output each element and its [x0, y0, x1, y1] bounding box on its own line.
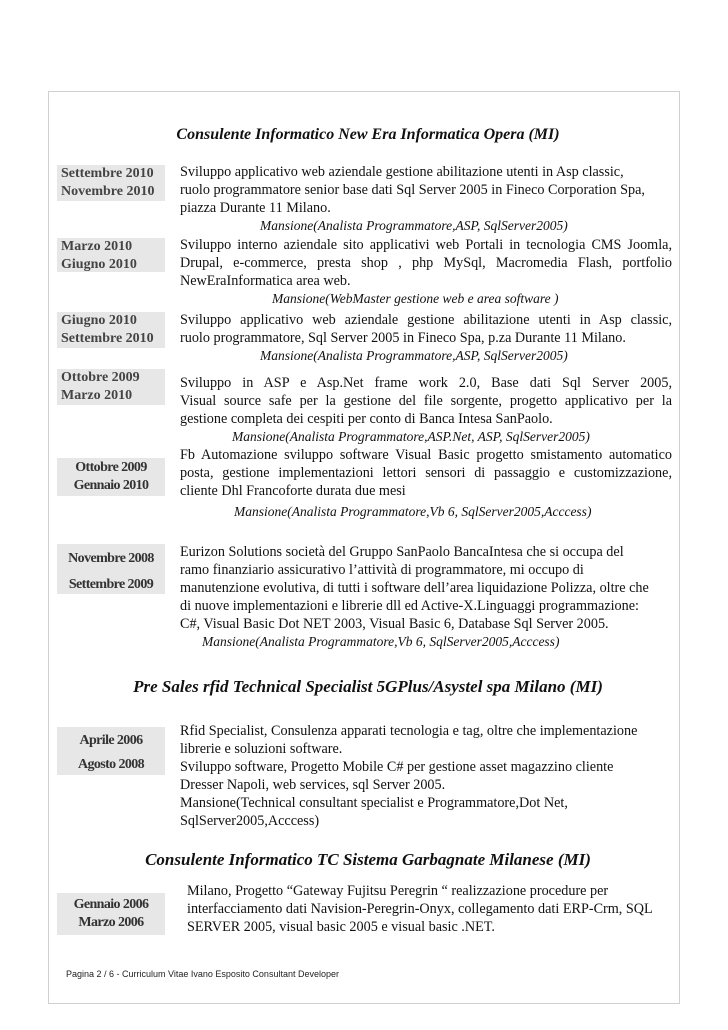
desc-line: librerie e soluzioni software.	[180, 741, 343, 757]
entry-description	[180, 446, 672, 521]
entry-description	[180, 543, 672, 651]
entry-description	[180, 311, 672, 365]
desc-line: C#, Visual Basic Dot NET 2003, Visual Basic 6, Database Sql Server 2005.	[180, 616, 609, 632]
desc-line: ruolo programmatore, Sql Server 2005 in Fineco Spa, p.za Durante 11 Milano.	[180, 330, 626, 346]
date-start: Novembre 2008	[68, 551, 154, 566]
date-range	[57, 458, 165, 496]
date-end: Settembre 2010	[61, 331, 154, 346]
date-range	[57, 544, 165, 594]
desc-line: gestione completa dei cespiti per conto di Banca Intesa SanPaolo.	[180, 411, 553, 427]
page-footer: Pagina 2 / 6 - Curriculum Vitae Ivano Esposito Consultant Developer	[66, 969, 339, 979]
desc-line: ruolo programmatore senior base dati Sql Server 2005 in Fineco Corporation Spa,	[180, 182, 645, 198]
date-end: Agosto 2008	[77, 757, 145, 772]
desc-line: cliente Dhl Francoforte durata due mesi	[180, 483, 406, 499]
role-line: Mansione(Analista Programmatore,ASP.Net, ASP, SqlServer2005)	[232, 429, 590, 444]
role-line: Mansione(Analista Programmatore,Vb 6, SqlServer2005,Acccess)	[234, 504, 592, 519]
desc-line: SqlServer2005,Acccess)	[180, 813, 320, 829]
date-end: Novembre 2010	[61, 184, 155, 199]
date-range	[57, 312, 165, 348]
desc-line: Fb Automazione sviluppo software Visual Basic progetto smistamento automatico	[180, 447, 672, 463]
desc-line: Drupal, e-commerce, presta shop , php MySql, Macromedia Flash, portfolio	[180, 255, 672, 271]
desc-line: piazza Durante 11 Milano.	[180, 200, 331, 216]
desc-line: Eurizon Solutions società del Gruppo SanPaolo BancaIntesa che si occupa del	[180, 544, 624, 560]
role-line: Mansione(Analista Programmatore,Vb 6, SqlServer2005,Acccess)	[202, 634, 560, 649]
desc-line: NewEraInformatica area web.	[180, 273, 351, 289]
desc-line: Sviluppo applicativo web aziendale gestione abilitazione utenti in Asp classic,	[180, 312, 672, 328]
date-end: Marzo 2010	[61, 388, 133, 403]
date-start: Marzo 2010	[61, 239, 133, 254]
desc-line: Sviluppo interno aziendale sito applicativi web Portali in tecnologia CMS Joomla,	[180, 237, 672, 253]
desc-line: Mansione(Technical consultant specialist e Programmatore,Dot Net,	[180, 795, 568, 811]
desc-line: manutenzione evolutiva, di tutti i software dell’area liquidazione Polizza, oltre che	[180, 580, 649, 596]
date-start: Settembre 2010	[61, 166, 154, 181]
desc-line: Dresser Napoli, web services, sql Server 2005.	[180, 777, 446, 793]
role-line: Mansione(Analista Programmatore,ASP, SqlServer2005)	[260, 348, 568, 363]
section-heading: Pre Sales rfid Technical Specialist 5GPlus/Asystel spa Milano (MI)	[133, 677, 603, 696]
desc-line: di nuove implementazioni e librerie dll ed Active-X.Linguaggi programmazione:	[180, 598, 639, 614]
desc-line: SERVER 2005, visual basic 2005 e visual basic .NET.	[187, 919, 495, 935]
desc-line: Sviluppo in ASP e Asp.Net frame work 2.0, Base dati Sql Server 2005,	[180, 375, 672, 391]
section-heading: Consulente Informatico New Era Informatica Opera (MI)	[176, 126, 560, 143]
date-start: Aprile 2006	[79, 733, 143, 748]
date-end: Giugno 2010	[61, 257, 137, 272]
date-range	[57, 727, 165, 775]
date-range	[57, 369, 165, 405]
desc-line: posta, gestione implementazioni lettori sensori di passaggio e customizzazione,	[180, 465, 672, 481]
role-line: Mansione(Analista Programmatore,ASP, SqlServer2005)	[260, 218, 568, 233]
entry-description	[187, 882, 675, 936]
date-start: Ottobre 2009	[75, 460, 147, 475]
date-range	[57, 893, 165, 935]
date-end: Settembre 2009	[68, 577, 154, 592]
entry-description	[180, 163, 672, 235]
date-start: Giugno 2010	[61, 313, 137, 328]
desc-line: Visual source safe per la gestione del file sorgente, progetto applicativo per la	[180, 393, 672, 409]
section-heading: Consulente Informatico TC Sistema Garbagnate Milanese (MI)	[145, 850, 591, 869]
desc-line: ramo finanziario assicurativo l’attività di programmatore, mi occupo di	[180, 562, 584, 578]
date-end: Marzo 2006	[78, 915, 144, 930]
role-line: Mansione(WebMaster gestione web e area software )	[272, 291, 559, 306]
date-start: Gennaio 2006	[73, 897, 149, 912]
desc-line: Sviluppo applicativo web aziendale gestione abilitazione utenti in Asp classic,	[180, 164, 624, 180]
entry-description	[180, 374, 672, 446]
date-range	[57, 238, 165, 272]
desc-line: Sviluppo software, Progetto Mobile C# per gestione asset magazzino cliente	[180, 759, 614, 775]
date-start: Ottobre 2009	[61, 370, 140, 385]
date-end: Gennaio 2010	[73, 478, 149, 493]
desc-line: Rfid Specialist, Consulenza apparati tecnologia e tag, oltre che implementazione	[180, 723, 638, 739]
date-range	[57, 165, 165, 201]
desc-line: Milano, Progetto “Gateway Fujitsu Peregrin “ realizzazione procedure per	[187, 883, 609, 899]
entry-description	[180, 722, 672, 830]
desc-line: interfacciamento dati Navision-Peregrin-Onyx, collegamento dati ERP-Crm, SQL	[187, 901, 653, 917]
entry-description	[180, 236, 672, 308]
